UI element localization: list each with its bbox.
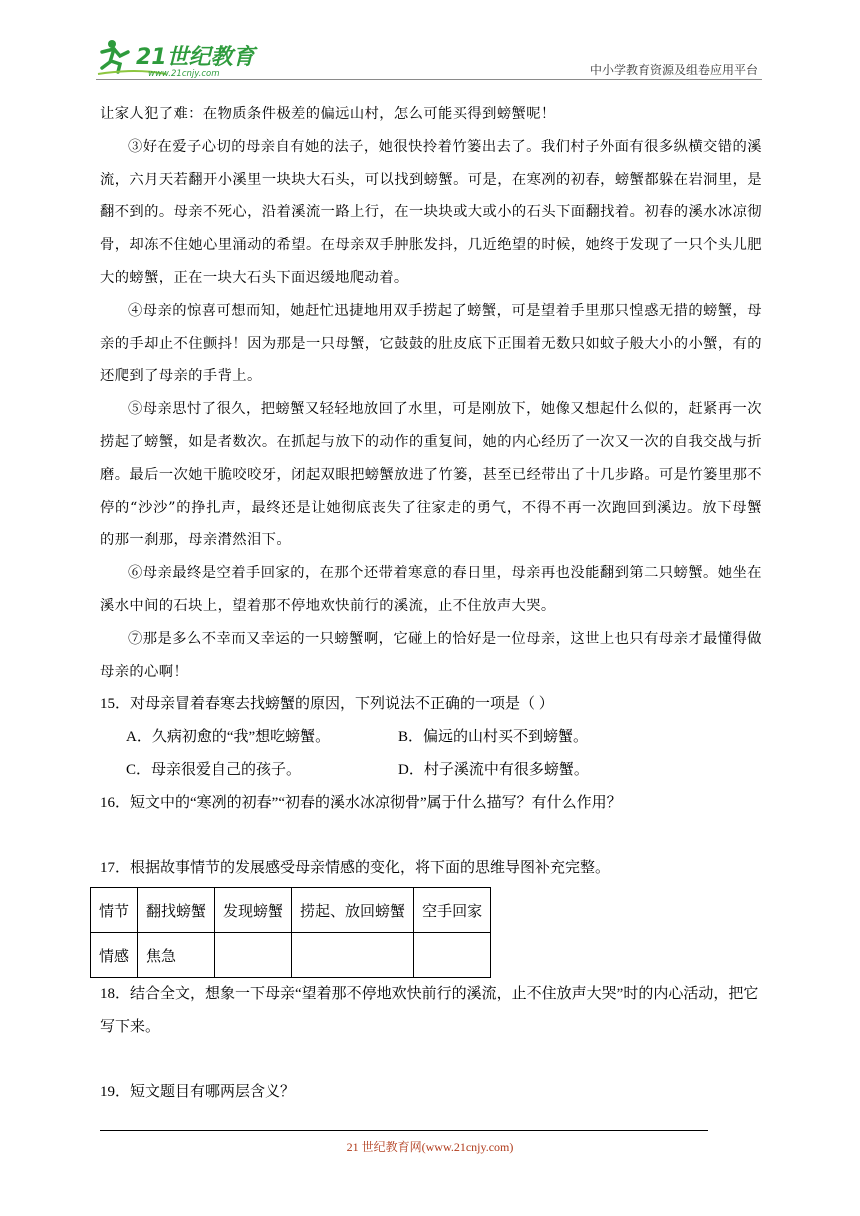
passage-paragraph-7: ⑦那是多么不幸而又幸运的一只螃蟹啊，它碰上的恰好是一位母亲，这世上也只有母亲才最懂得做母亲的心啊！ [100, 630, 762, 680]
option-c[interactable]: C．母亲很爱自己的孩子。 [126, 762, 302, 779]
table-cell: 空手回家 [414, 888, 491, 933]
answer-space-16[interactable] [100, 820, 762, 852]
option-d[interactable]: D．村子溪流中有很多螃蟹。 [398, 762, 589, 779]
question-15: 15．对母亲冒着春寒去找螃蟹的原因，下列说法不正确的一项是（ ） [100, 696, 554, 713]
option-a[interactable]: A．久病初愈的“我”想吃螃蟹。 [126, 729, 331, 746]
table-cell: 翻找螃蟹 [138, 888, 215, 933]
21cnjy-logo [96, 34, 266, 78]
passage-paragraph-4: ④母亲的惊喜可想而知，她赶忙迅捷地用双手捞起了螃蟹，可是望着手里那只惶惑无措的螃蟹，母亲的手却止不住颤抖！因为那是一只母蟹，它鼓鼓的肚皮底下正围着无数只如蚊子般大小的小蟹，有的还爬到了母亲的手背上。 [100, 302, 762, 385]
table-cell: 情节 [91, 888, 138, 933]
answer-space-18[interactable] [100, 1044, 762, 1076]
question-19: 19．短文题目有哪两层含义？ [100, 1084, 296, 1101]
page-header [96, 30, 762, 78]
svg-text:21世纪教育: 21世纪教育 [136, 45, 255, 70]
table-row [91, 888, 491, 933]
footer-text: 21 世纪教育网(www.21cnjy.com) [346, 1140, 514, 1154]
answer-cell[interactable] [215, 933, 292, 978]
question-18: 18．结合全文，想象一下母亲“望着那不停地欢快前行的溪流，止不住放声大哭”时的内心活动，把它写下来。 [100, 986, 759, 1036]
passage-paragraph-3: ③好在爱子心切的母亲自有她的法子，她很快拎着竹篓出去了。我们村子外面有很多纵横交错的溪流，六月天若翻开小溪里一块块大石头，可以找到螃蟹。可是，在寒冽的初春，螃蟹都躲在岩洞里，是翻不到的。母亲不死心，沿着溪流一路上行，在一块块或大或小的石头下面翻找着。初春的溪水冰凉彻骨，却冻不住她心里涌动的希望。在母亲双手肿胀发抖，几近绝望的时候，她终于发现了一只个头儿肥大的螃蟹，正在一块大石头下面迟缓地爬动着。 [100, 138, 762, 286]
q15-options-row-1 [100, 721, 762, 754]
mind-map-table [90, 887, 491, 978]
table-cell: 情感 [91, 933, 138, 978]
passage-paragraph: 让家人犯了难：在物质条件极差的偏远山村，怎么可能买得到螃蟹呢！ [100, 106, 556, 122]
footer-divider [100, 1130, 708, 1131]
question-16: 16．短文中的“寒冽的初春”“初春的溪水冰凉彻骨”属于什么描写？有什么作用？ [100, 795, 622, 812]
platform-name: 中小学教育资源及组卷应用平台 [589, 63, 758, 77]
passage-paragraph-5: ⑤母亲思忖了很久，把螃蟹又轻轻地放回了水里，可是刚放下，她像又想起什么似的，赶紧再一次捞起了螃蟹，如是者数次。在抓起与放下的动作的重复间，她的内心经历了一次又一次的自我交战与折磨。最后一次她干脆咬咬牙，闭起双眼把螃蟹放进了竹篓，甚至已经带出了十几步路。可是竹篓里那不停的“沙沙”的挣扎声，最终还是让她彻底丧失了往家走的勇气，不得不再一次跑回到溪边。放下母蟹的那一刹那，母亲潸然泪下。 [100, 401, 762, 549]
table-cell: 捞起、放回螃蟹 [292, 888, 414, 933]
option-b[interactable]: B．偏远的山村买不到螃蟹。 [398, 729, 589, 746]
svg-text:www.21cnjy.com: www.21cnjy.com [148, 69, 220, 78]
question-17: 17．根据故事情节的发展感受母亲情感的变化，将下面的思维导图补充完整。 [100, 860, 611, 877]
passage-paragraph-6: ⑥母亲最终是空着手回家的，在那个还带着寒意的春日里，母亲再也没能翻到第二只螃蟹。她坐在溪水中间的石块上，望着那不停地欢快前行的溪流，止不住放声大哭。 [100, 565, 762, 614]
header-divider [96, 79, 762, 80]
table-cell: 发现螃蟹 [215, 888, 292, 933]
page-content [100, 98, 762, 1109]
table-row [91, 933, 491, 978]
table-cell: 焦急 [138, 933, 215, 978]
q15-options-row-2 [100, 754, 762, 787]
answer-cell[interactable] [414, 933, 491, 978]
answer-cell[interactable] [292, 933, 414, 978]
